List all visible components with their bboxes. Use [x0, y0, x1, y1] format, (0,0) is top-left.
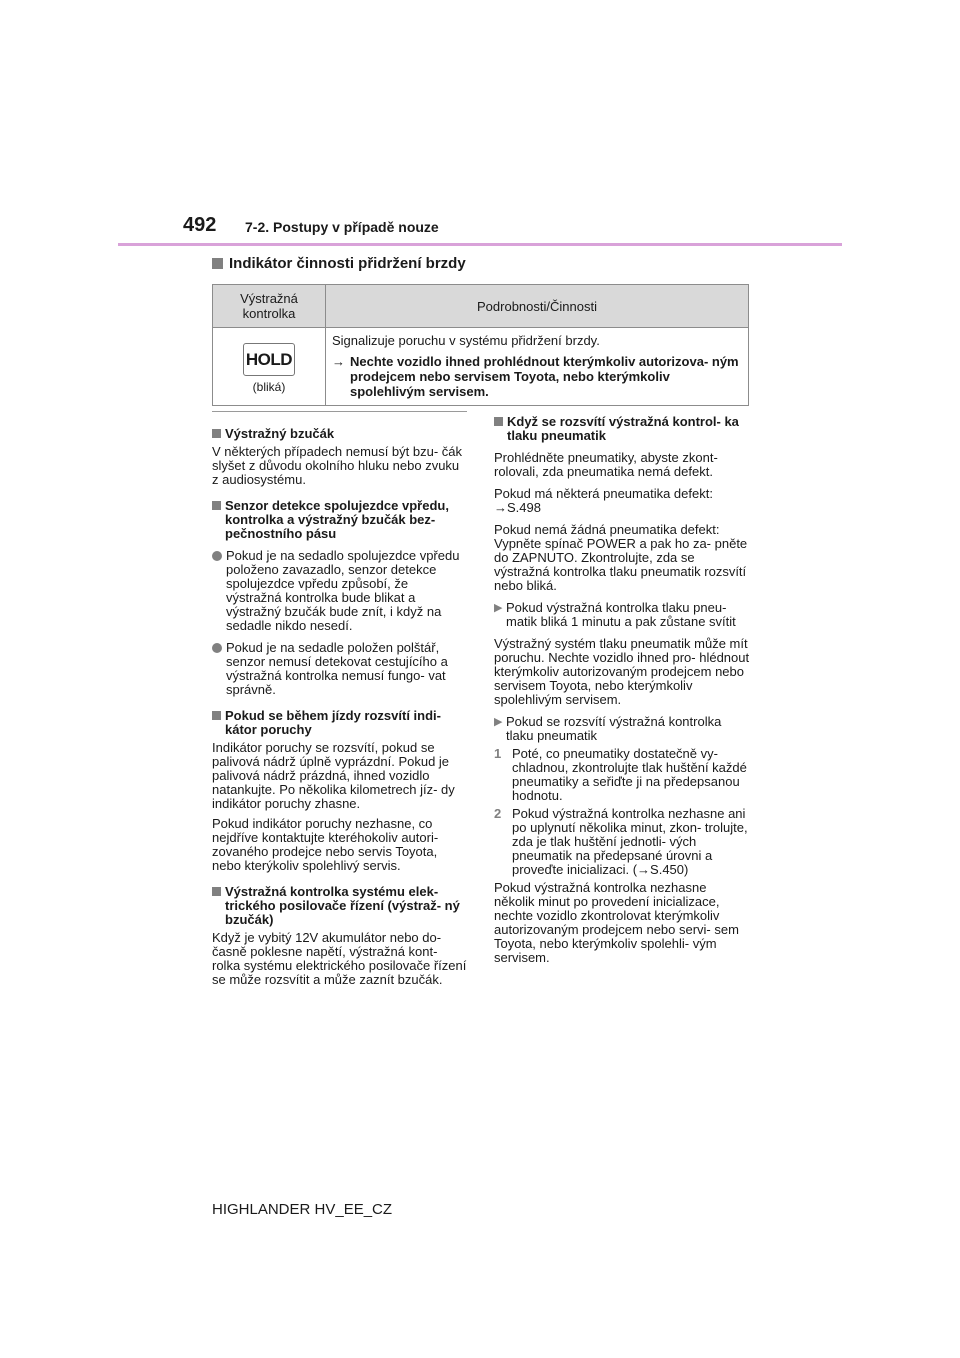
subheading-text: Pokud se během jízdy rozsvítí indi- kátor poruchy — [225, 708, 441, 737]
subheading — [212, 709, 467, 737]
right-column — [494, 415, 750, 965]
page-reference: →S.498 — [494, 500, 541, 515]
left-column — [212, 427, 467, 987]
subheading-text: Senzor detekce spolujezdce vpředu, kontrolka a výstražný bzučák bez- pečnostního pásu — [225, 498, 449, 541]
square-bullet-icon — [212, 501, 221, 510]
table-header-warning-light: Výstražná kontrolka — [213, 285, 326, 328]
subheading — [212, 885, 467, 927]
round-bullet-icon — [212, 643, 222, 653]
paragraph: Pokud indikátor poruchy nezhasne, co nejdříve kontaktujte kteréhokoliv autori- zovaného prodejce nebo servis Toyota, nebo kterýkoliv spolehlivý servis. — [212, 816, 439, 873]
triangle-bullet-icon: ▶ — [494, 602, 503, 614]
list-item-text: Pokud je na sedadlo spolujezdce vpředu položeno zavazadlo, senzor detekce spolujezdce vpředu způsobí, že výstražná kontrolka bude blikat a výstražný bzučák bude znít, i když na sedadle nikdo nesedí. — [226, 548, 460, 633]
warning-table — [212, 284, 749, 406]
header-rule — [118, 243, 842, 246]
list-item — [494, 601, 750, 629]
arrow-icon: → — [332, 354, 345, 369]
paragraph: Indikátor poruchy se rozsvítí, pokud se palivová nádrž úplně vyprázdní. Pokud je palivová nádrž prázdná, ihned vozidlo natankujte. Po několika kilometrech jíz- dy indikátor poruchy zhasne. — [212, 740, 455, 811]
paragraph: Prohlédněte pneumatiky, abyste zkont- rolovali, zda pneumatika nemá defekt. — [494, 450, 718, 479]
paragraph: Pokud má některá pneumatika defekt: — [494, 486, 713, 501]
section-title-text: Indikátor činnosti přidržení brzdy — [229, 255, 466, 272]
step-item — [494, 747, 750, 803]
step-item — [494, 807, 750, 877]
paragraph: Pokud výstražná kontrolka nezhasne několik minut po provedení inicializace, nechte vozidlo zkontrolovat kterýmkoliv autorizovaným prodejcem nebo servi- sem Toyota, nebo kterýmkoliv spolehli- vým servisem. — [494, 880, 739, 965]
warning-light-cell — [213, 328, 326, 406]
section-title — [212, 255, 466, 272]
divider — [212, 411, 467, 412]
step-text: Poté, co pneumatiky dostatečně vy- chladnou, zkontrolujte tlak huštění každé pneumatiky a seřiďte ji na předepsanou hodnotu. — [512, 746, 747, 803]
square-bullet-icon — [212, 429, 221, 438]
round-bullet-icon — [212, 551, 222, 561]
step-text: Pokud výstražná kontrolka nezhasne ani po uplynutí několika minut, zkon- trolujte, zda je tlak huštění jednotli- vých pneumatik na předepsané úrovni a proveďte inicializaci. (→S.450) — [512, 806, 748, 877]
subheading — [212, 427, 467, 441]
paragraph: Když je vybitý 12V akumulátor nebo do- časně poklesne napětí, výstražná kont- rolka systému elektrického posilovače řízení se může rozsvítit a může zaznít bzučák. — [212, 930, 467, 987]
subheading-text: Výstražná kontrolka systému elek- trického posilovače řízení (výstraž- ný bzučák) — [225, 884, 460, 927]
list-item — [212, 549, 467, 633]
square-bullet-icon — [212, 258, 223, 269]
paragraph: Pokud nemá žádná pneumatika defekt: Vypněte spínač POWER a pak ho za- pněte do ZAPNUTO. Zkontrolujte, zda se výstražná kontrolka tlaku pneumatik rozsvítí nebo bliká. — [494, 522, 748, 593]
subheading — [494, 415, 750, 443]
list-item-text: Pokud se rozsvítí výstražná kontrolka tlaku pneumatik — [506, 714, 722, 743]
step-number: 1 — [494, 746, 502, 761]
subheading — [212, 499, 467, 541]
table-header-details: Podrobnosti/Činnosti — [326, 285, 749, 328]
list-item — [494, 715, 750, 743]
details-cell — [326, 328, 749, 406]
square-bullet-icon — [212, 711, 221, 720]
footer-model: HIGHLANDER HV_EE_CZ — [212, 1201, 393, 1218]
paragraph: V některých případech nemusí být bzu- čák slyšet z důvodu okolního hluku nebo zvuku z audiosystému. — [212, 444, 463, 487]
subheading-text: Výstražný bzučák — [225, 426, 335, 441]
list-item — [212, 641, 467, 697]
subheading-text: Když se rozsvítí výstražná kontrol- ka tlaku pneumatik — [507, 414, 739, 443]
paragraph: Výstražný systém tlaku pneumatik může mít poruchu. Nechte vozidlo ihned pro- hlédnout kterýmkoliv autorizovaným prodejcem nebo servisem Toyota, nebo kterýmkoliv spolehlivým servisem. — [494, 636, 750, 707]
square-bullet-icon — [212, 887, 221, 896]
square-bullet-icon — [494, 417, 503, 426]
page-number: 492 — [183, 214, 217, 236]
step-number: 2 — [494, 806, 502, 821]
list-item-text: Pokud je na sedadle položen polštář, senzor nemusí detekovat cestujícího a výstražná kontrolka nemusí fungo- vat správně. — [226, 640, 448, 697]
icon-caption: (bliká) — [252, 380, 286, 394]
table-header-row — [213, 285, 749, 328]
detail-action-text: Nechte vozidlo ihned prohlédnout kterýmkoliv autorizova- ným prodejcem nebo servisem Toyota, nebo kterýmkoliv spolehlivým servisem. — [350, 354, 739, 399]
table-row — [213, 328, 749, 406]
list-item-text: Pokud výstražná kontrolka tlaku pneu- matik bliká 1 minutu a pak zůstane svítit — [506, 600, 736, 629]
detail-text: Signalizuje poruchu v systému přidržení brzdy. — [332, 333, 600, 348]
detail-action — [332, 354, 742, 399]
triangle-bullet-icon: ▶ — [494, 716, 503, 728]
chapter-title: 7-2. Postupy v případě nouze — [245, 219, 439, 235]
hold-indicator-icon: HOLD — [243, 343, 295, 376]
